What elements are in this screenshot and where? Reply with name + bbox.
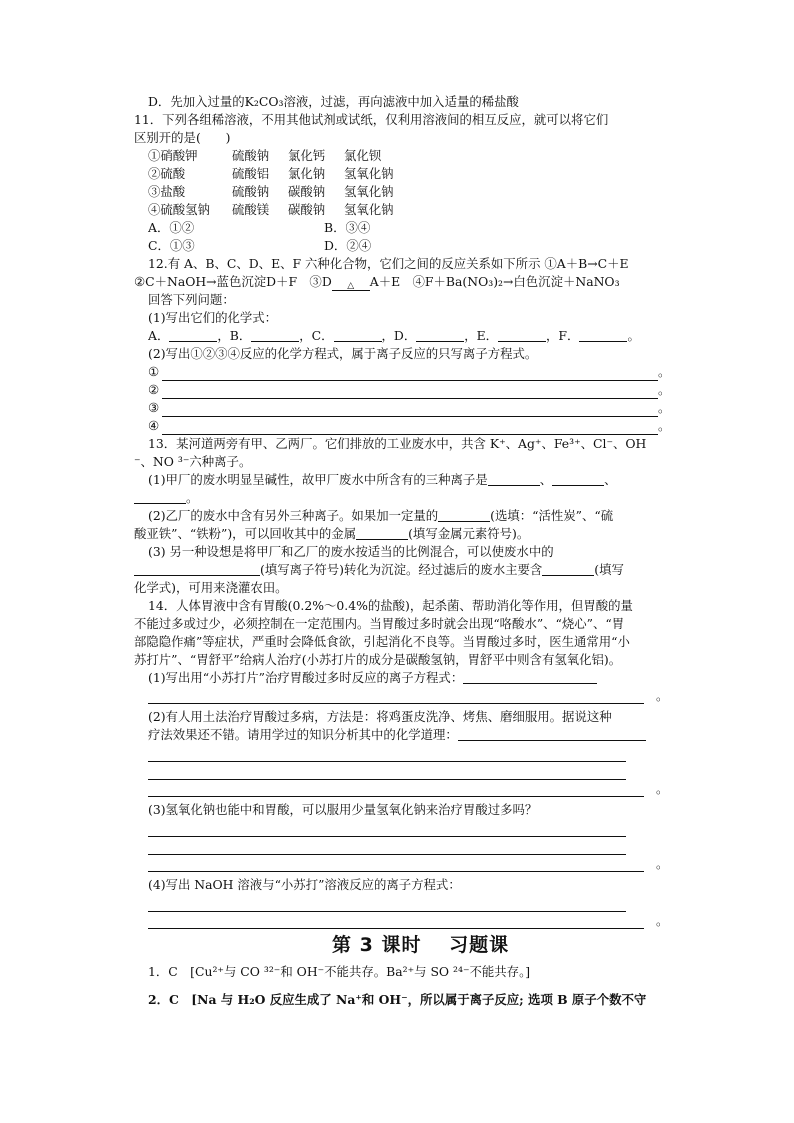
q13-stem-2: ⁻、NO ³⁻六种离子。	[134, 454, 252, 469]
q13-ion-blank-3[interactable]	[134, 491, 186, 504]
q14-sub4-line-1[interactable]	[148, 894, 626, 912]
q12-prompt: 回答下列问题：	[148, 292, 235, 307]
q14-stem-4: 苏打片”、“胃舒平”给病人治疗(小苏打片的成分是碳酸氢钠，胃舒平中则含有氢氧化铝)。	[134, 652, 622, 667]
q14-sub3-line-1[interactable]	[148, 819, 626, 837]
worksheet-body	[134, 93, 672, 929]
q12-formula-blanks: A． ，B． ，C． ，D． ，E． ，F． 。	[148, 328, 640, 343]
q13-ion-blank-2[interactable]	[552, 473, 604, 486]
q13-part3: (3) 另一种设想是将甲厂和乙厂的废水按适当的比例混合，可以使废水中的	[148, 544, 554, 559]
q13-formula-blank[interactable]	[542, 563, 594, 576]
q14-sub2-line-2[interactable]	[148, 762, 626, 780]
q12-stem: 12.有 A、B、C、D、E、F 六种化合物，它们之间的反应关系如下所示 ①A＋B→C＋E	[148, 256, 629, 271]
q14-sub2-line-3[interactable]: 。	[148, 780, 672, 797]
blank-d[interactable]	[416, 329, 464, 342]
section-heading: 第 3 课时 习题课	[332, 934, 510, 956]
q14-sub1-blank[interactable]	[463, 671, 597, 684]
q13-part3-cont: (填写离子符号)转化为沉淀。经过滤后的废水主要含 (填写	[134, 561, 672, 579]
q13-stem-1: 13．某河道两旁有甲、乙两厂。它们排放的工业废水中，共含 K⁺、Ag⁺、Fe³⁺、Cl⁻、OH	[148, 436, 647, 451]
q13-part1: (1)甲厂的废水明显呈碱性，故甲厂废水中所含有的三种离子是 、 、	[148, 472, 617, 487]
q11-option-b[interactable]: B．③④	[324, 220, 371, 235]
q11-row-3: ③盐酸 硫酸钠 碳酸钠 氢氧化钠	[148, 184, 394, 199]
q14-stem-1: 14．人体胃液中含有胃酸(0.2%～0.4%的盐酸)，起杀菌、帮助消化等作用，但胃酸的量	[148, 598, 633, 613]
q12-reactions: ②C＋NaOH→蓝色沉淀D＋F ③D △ A＋E ④F＋Ba(NO₃)₂→白色沉淀＋NaNO₃	[134, 273, 672, 291]
answer-2: 2．C [Na 与 H₂O 反应生成了 Na⁺和 OH⁻，所以属于离子反应; 选项 B 原子个数不守	[148, 992, 647, 1007]
q13-part2-cont: 酸亚铁”、“铁粉”)，可以回收其中的金属 (填写金属元素符号)。	[134, 526, 530, 541]
q14-stem-3: 部隐隐作痛”等症状，严重时会降低食欲，引起消化不良等。当胃酸过多时，医生通常用“小	[134, 634, 630, 649]
q14-sub2-blank[interactable]	[458, 728, 646, 741]
q14-sub4: (4)写出 NaOH 溶液与“小苏打”溶液反应的离子方程式：	[148, 877, 461, 892]
q11-option-d[interactable]: D．②④	[324, 238, 372, 253]
q12-answer-line-4[interactable]: ④ 。	[148, 418, 671, 433]
q13-part2: (2)乙厂的废水中含有另外三种离子。如果加一定量的 (选填：“活性炭”、“硫	[148, 508, 614, 523]
blank-c[interactable]	[334, 329, 382, 342]
q14-stem-2: 不能过多或过少，必须控制在一定范围内。当胃酸过多时就会出现“咯酸水”、“烧心”、“胃	[134, 616, 625, 631]
q12-sub2: (2)写出①②③④反应的化学方程式，属于离子反应的只写离子方程式。	[148, 346, 538, 361]
q14-sub4-line-2[interactable]: 。	[148, 912, 672, 929]
q13-precip-ion-blank[interactable]	[134, 563, 260, 576]
q10-option-d: D．先加入过量的K₂CO₃溶液，过滤，再向滤液中加入适量的稀盐酸	[148, 94, 519, 109]
q12-answer-line-1[interactable]: ① 。	[148, 364, 671, 379]
q12-answer-line-2[interactable]: ② 。	[148, 382, 671, 397]
q13-metal-blank[interactable]	[356, 527, 408, 540]
q14-sub3-line-3[interactable]: 。	[148, 855, 672, 872]
q14-sub1: (1)写出用“小苏打片”治疗胃酸过多时反应的离子方程式：	[148, 669, 672, 687]
q13-ion-blank-1[interactable]	[488, 473, 540, 486]
heat-condition-sign: △	[332, 282, 370, 291]
q13-agent-blank[interactable]	[438, 509, 490, 522]
q14-sub2-cont: 疗法效果还不错。请用学过的知识分析其中的化学道理：	[148, 726, 672, 744]
q11-options-cd	[148, 237, 672, 255]
blank-b[interactable]	[251, 329, 299, 342]
q14-sub2: (2)有人用土法治疗胃酸过多病，方法是：将鸡蛋皮洗净、烤焦、磨细服用。据说这种	[148, 709, 612, 724]
q14-sub3-line-2[interactable]	[148, 837, 626, 855]
q11-stem-1: 11．下列各组稀溶液，不用其他试剂或试纸，仅利用溶液间的相互反应，就可以将它们	[134, 112, 609, 127]
q14-sub3: (3)氢氧化钠也能中和胃酸，可以服用少量氢氧化钠来治疗胃酸过多吗？	[148, 802, 538, 817]
q11-row-1: ①硝酸钾 硫酸钠 氯化钙 氯化钡	[148, 148, 382, 163]
answer-1: 1．C [Cu²⁺与 CO ³²⁻和 OH⁻不能共存。Ba²⁺与 SO ²⁴⁻不能共存。]	[148, 964, 531, 979]
q13-part3-end: 化学式)，可用来浇灌农田。	[134, 580, 288, 595]
q13-part1-cont: 。	[134, 489, 672, 507]
q11-row-4: ④硫酸氢钠 硫酸镁 碳酸钠 氢氧化钠	[148, 202, 394, 217]
q11-row-2: ②硫酸 硫酸铝 氯化钠 氢氧化钠	[148, 166, 394, 181]
blank-f[interactable]	[579, 329, 627, 342]
q11-option-a[interactable]: A．①②	[148, 220, 195, 235]
q11-options-ab	[148, 219, 672, 237]
q11-stem-2: 区别开的是( )	[134, 130, 231, 145]
blank-a[interactable]	[169, 329, 217, 342]
q12-sub1: (1)写出它们的化学式：	[148, 310, 278, 325]
q14-sub1-answer-line[interactable]: 。	[148, 687, 672, 704]
blank-e[interactable]	[498, 329, 546, 342]
q11-option-c[interactable]: C．①③	[148, 238, 195, 253]
q14-sub2-line-1[interactable]	[148, 744, 626, 762]
q12-answer-line-3[interactable]: ③ 。	[148, 400, 671, 415]
